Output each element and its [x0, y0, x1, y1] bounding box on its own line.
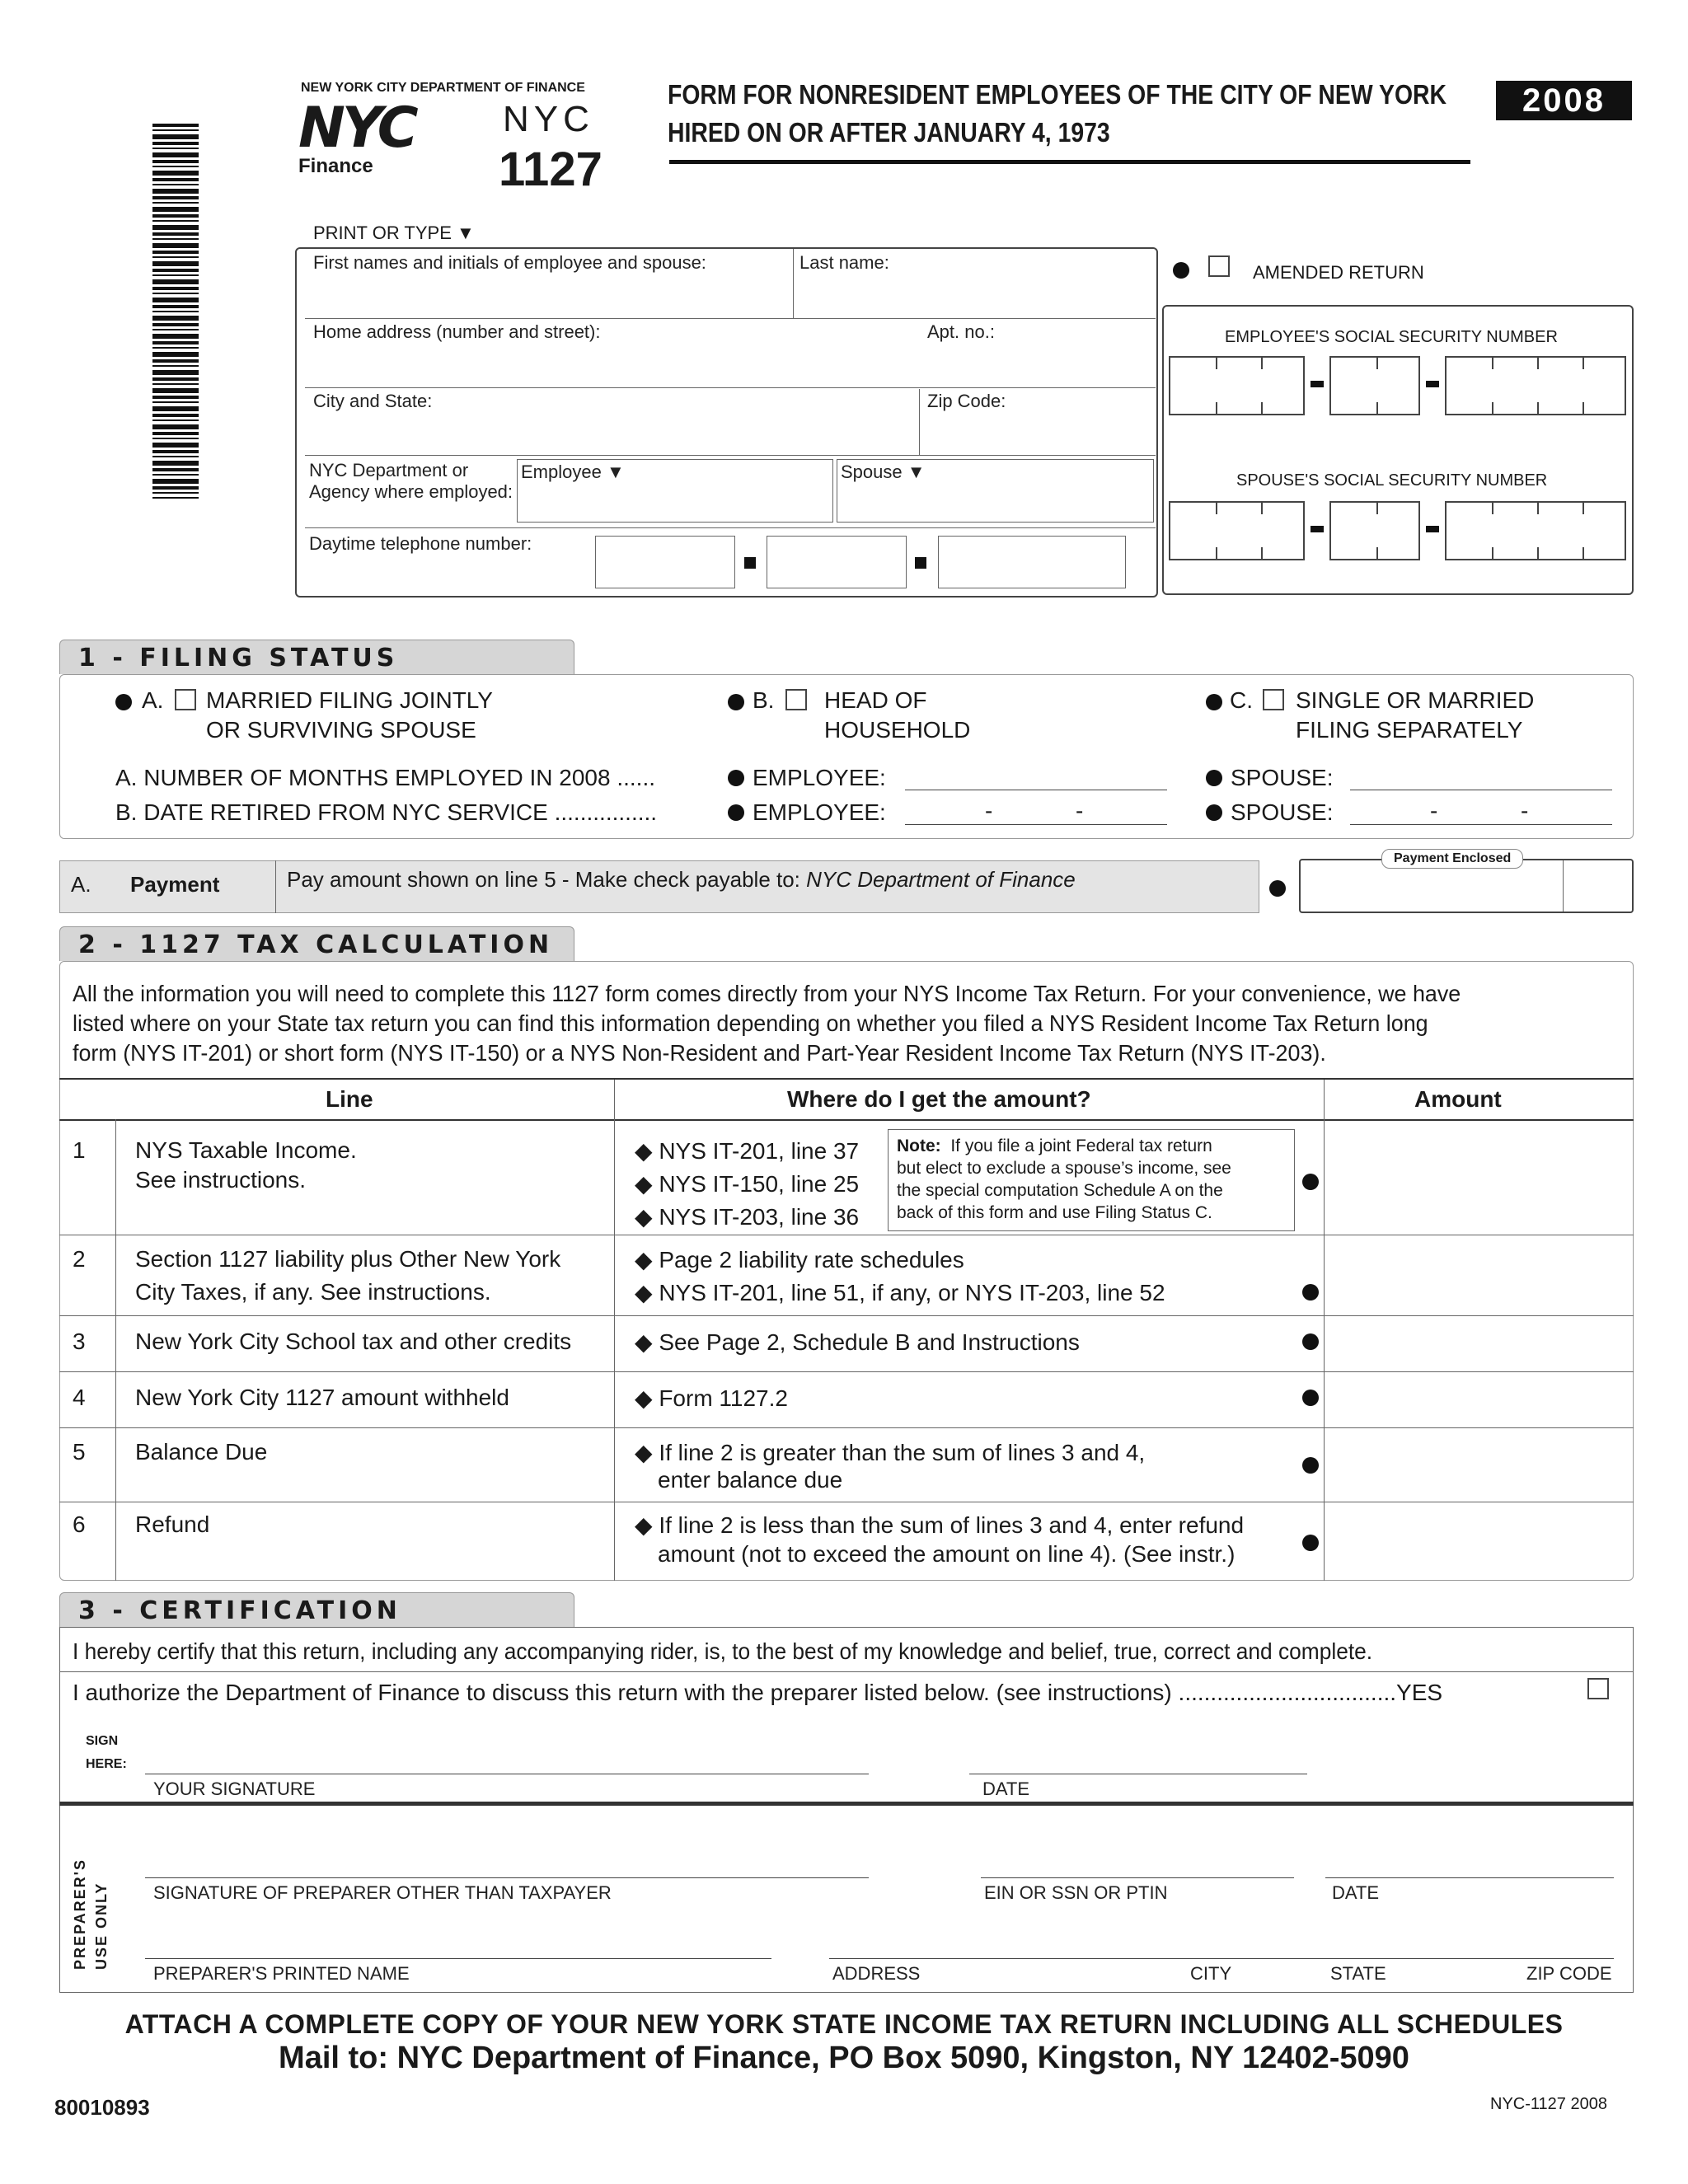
ssn-tick	[1261, 402, 1263, 414]
ssn-tick	[1216, 358, 1217, 369]
row3-num: 3	[73, 1329, 86, 1354]
preparer-date-label: DATE	[1332, 1882, 1380, 1903]
preparer-name-field[interactable]	[145, 1958, 771, 1959]
ein-field[interactable]	[981, 1877, 1294, 1878]
sign-here-1: SIGN	[86, 1734, 119, 1748]
option-a-line1: MARRIED FILING JOINTLY	[206, 687, 493, 713]
phone-area-code[interactable]	[595, 536, 735, 588]
nyc-logo: NYC	[298, 96, 415, 161]
payment-letter: A.	[71, 872, 91, 897]
spouse-ssn-part1[interactable]	[1169, 501, 1305, 560]
ssn-tick	[1376, 503, 1378, 514]
state-label: STATE	[1330, 1963, 1386, 1984]
employee-ssn-part3[interactable]	[1445, 356, 1626, 415]
ssn-tick	[1376, 402, 1378, 414]
row4-desc1: New York City 1127 amount withheld	[135, 1385, 509, 1410]
agency-label-2: Agency where employed:	[309, 481, 513, 502]
spouse-agency-label: Spouse ▼	[841, 462, 926, 482]
row1-where2: ◆ NYS IT-150, line 25	[635, 1171, 860, 1197]
zip-label: Zip Code:	[927, 391, 1006, 411]
intro-line2: listed where on your State tax return you can find this information depending on whether you filed a NYS Resident Income Tax Return long	[73, 1010, 1428, 1036]
first-names-field[interactable]	[307, 272, 789, 315]
barcode	[152, 124, 199, 499]
phone-label: Daytime telephone number:	[309, 533, 532, 554]
months-spouse-label: SPOUSE:	[1231, 765, 1334, 790]
row1-num: 1	[73, 1137, 86, 1163]
phone-exchange[interactable]	[767, 536, 907, 588]
col-line-header: Line	[326, 1086, 373, 1112]
retired-employee-label: EMPLOYEE:	[753, 799, 886, 825]
ssn-tick	[1376, 547, 1378, 559]
intro-line1: All the information you will need to complete this 1127 form comes directly from your NYS Income Tax Return. For your convenience, we have	[73, 981, 1461, 1006]
ssn-tick	[1537, 402, 1539, 414]
payment-enclosed-label: Payment Enclosed	[1381, 849, 1523, 869]
ssn-tick	[1261, 547, 1263, 559]
row1-amount[interactable]	[1327, 1122, 1630, 1231]
last-name-field[interactable]	[798, 272, 1152, 315]
preparer-vertical-label: PREPARER'S USE ONLY	[72, 1858, 110, 1970]
row2-num: 2	[73, 1246, 86, 1272]
ssn-tick	[1492, 402, 1493, 414]
ssn-tick	[1582, 402, 1584, 414]
preparer-address-field[interactable]	[829, 1958, 1614, 1959]
payment-label: Payment	[130, 872, 220, 897]
preparer-signature-label: SIGNATURE OF PREPARER OTHER THAN TAXPAYER	[153, 1882, 612, 1903]
row6-desc1: Refund	[135, 1511, 210, 1537]
option-b-line1: HEAD OF	[824, 687, 927, 713]
city-state-field[interactable]	[307, 412, 912, 452]
preparer-name-label: PREPARER'S PRINTED NAME	[153, 1963, 410, 1984]
row1-desc2: See instructions.	[135, 1167, 306, 1193]
option-a-line2: OR SURVIVING SPOUSE	[206, 717, 476, 743]
retired-employee-field[interactable]	[905, 824, 1167, 825]
option-c-checkbox[interactable]	[1263, 689, 1284, 710]
authorize-text: I authorize the Department of Finance to discuss this return with the preparer listed below. (see instructions) ..................................YES	[73, 1680, 1443, 1705]
zip-code-label: ZIP CODE	[1526, 1963, 1612, 1984]
months-employee-label: EMPLOYEE:	[753, 765, 886, 790]
home-address-label: Home address (number and street):	[313, 321, 601, 342]
row4-amount[interactable]	[1327, 1373, 1630, 1426]
row6-amount[interactable]	[1327, 1503, 1630, 1579]
ssn-tick	[1582, 358, 1584, 369]
row5-where2: enter balance due	[658, 1467, 843, 1493]
finance-logo-text: Finance	[298, 155, 373, 177]
department-name: NEW YORK CITY DEPARTMENT OF FINANCE	[301, 81, 585, 95]
row5-amount[interactable]	[1327, 1429, 1630, 1500]
employee-ssn-part2[interactable]	[1329, 356, 1420, 415]
option-b-line2: HOUSEHOLD	[824, 717, 971, 743]
amended-return-label: AMENDED RETURN	[1253, 262, 1424, 283]
row2-amount[interactable]	[1327, 1236, 1630, 1314]
date-retired-label: B. DATE RETIRED FROM NYC SERVICE ................	[115, 799, 658, 825]
amended-bullet	[1173, 262, 1189, 279]
form-number: 1127	[499, 143, 603, 196]
preparer-signature-field[interactable]	[145, 1877, 869, 1878]
title-underline	[669, 160, 1470, 164]
ssn-tick	[1261, 503, 1263, 514]
apt-field[interactable]	[923, 343, 1154, 384]
row2-desc1: Section 1127 liability plus Other New York	[135, 1246, 561, 1272]
spouse-ssn-part3[interactable]	[1445, 501, 1626, 560]
certification-header: 3 - CERTIFICATION	[59, 1592, 574, 1627]
option-b-letter: B.	[753, 687, 775, 713]
ssn-tick	[1492, 547, 1493, 559]
row6-where1: ◆ If line 2 is less than the sum of lines 3 and 4, enter refund	[635, 1512, 1245, 1538]
ssn-tick	[1537, 503, 1539, 514]
ssn-tick	[1537, 358, 1539, 369]
city-label: CITY	[1190, 1963, 1232, 1984]
intro-line3: form (NYS IT-201) or short form (NYS IT-150) or a NYS Non-Resident and Part-Year Resident Income Tax Return (NYS IT-203).	[73, 1040, 1326, 1066]
employee-ssn-label: EMPLOYEE'S SOCIAL SECURITY NUMBER	[1225, 328, 1558, 346]
ssn-tick	[1537, 547, 1539, 559]
print-or-type: PRINT OR TYPE ▼	[313, 223, 475, 243]
spouse-ssn-label: SPOUSE'S SOCIAL SECURITY NUMBER	[1236, 471, 1548, 490]
option-b-checkbox[interactable]	[785, 689, 807, 710]
spouse-ssn-part2[interactable]	[1329, 501, 1420, 560]
certify-text: I hereby certify that this return, including any accompanying rider, is, to the best of my knowledge and belief, true, correct and complete.	[73, 1638, 1373, 1664]
signature-date-label: DATE	[982, 1779, 1030, 1799]
row3-amount[interactable]	[1327, 1317, 1630, 1370]
row3-where1: ◆ See Page 2, Schedule B and Instructions	[635, 1329, 1080, 1355]
year-badge: 2008	[1496, 81, 1632, 120]
phone-number[interactable]	[938, 536, 1126, 588]
apt-label: Apt. no.:	[927, 321, 995, 342]
row4-num: 4	[73, 1385, 86, 1410]
option-a-checkbox[interactable]	[175, 689, 196, 710]
ssn-tick	[1216, 547, 1217, 559]
filing-status-header: 1 - FILING STATUS	[59, 640, 574, 674]
amended-return-checkbox[interactable]	[1208, 255, 1230, 277]
your-signature-label: YOUR SIGNATURE	[153, 1779, 316, 1799]
payment-text: Pay amount shown on line 5 - Make check payable to: NYC Department of Finance	[287, 867, 1076, 892]
retired-spouse-field[interactable]	[1350, 824, 1612, 825]
row1-where1: ◆ NYS IT-201, line 37	[635, 1138, 860, 1164]
ssn-tick	[1582, 503, 1584, 514]
ssn-tick	[1492, 358, 1493, 369]
mail-to: Mail to: NYC Department of Finance, PO Box 5090, Kingston, NY 12402-5090	[279, 2041, 1409, 2075]
form-title-line1: FORM FOR NONRESIDENT EMPLOYEES OF THE CITY OF NEW YORK	[668, 79, 1447, 110]
last-name-label: Last name:	[799, 252, 889, 273]
attach-text: ATTACH A COMPLETE COPY OF YOUR NEW YORK STATE INCOME TAX RETURN INCLUDING ALL SCHEDULES	[124, 2009, 1564, 2039]
ssn-tick	[1216, 402, 1217, 414]
row5-where1: ◆ If line 2 is greater than the sum of lines 3 and 4,	[635, 1440, 1146, 1465]
employee-ssn-part1[interactable]	[1169, 356, 1305, 415]
option-c-letter: C.	[1230, 687, 1253, 713]
form-title-line2: HIRED ON OR AFTER JANUARY 4, 1973	[668, 117, 1110, 148]
col-where-header: Where do I get the amount?	[787, 1086, 1091, 1112]
row5-desc1: Balance Due	[135, 1439, 268, 1465]
row2-where1: ◆ Page 2 liability rate schedules	[635, 1247, 964, 1272]
option-c-line2: FILING SEPARATELY	[1296, 717, 1523, 743]
ssn-tick	[1376, 358, 1378, 369]
ein-label: EIN OR SSN OR PTIN	[984, 1882, 1168, 1903]
form-code: 80010893	[54, 2095, 150, 2120]
row6-where2: amount (not to exceed the amount on line 4). (See instr.)	[658, 1541, 1236, 1567]
row5-num: 5	[73, 1439, 86, 1465]
form-id: NYC-1127 2008	[1490, 2095, 1607, 2113]
row6-num: 6	[73, 1511, 86, 1537]
months-employed-label: A. NUMBER OF MONTHS EMPLOYED IN 2008 ......	[115, 765, 656, 790]
ssn-tick	[1582, 547, 1584, 559]
home-address-field[interactable]	[307, 343, 917, 384]
first-names-label: First names and initials of employee and spouse:	[313, 252, 706, 273]
row1-where3: ◆ NYS IT-203, line 36	[635, 1204, 860, 1230]
address-label: ADDRESS	[832, 1963, 921, 1984]
option-c-line1: SINGLE OR MARRIED	[1296, 687, 1535, 713]
row1-desc1: NYS Taxable Income.	[135, 1137, 357, 1163]
ssn-tick	[1216, 503, 1217, 514]
sign-here-2: HERE:	[86, 1757, 127, 1771]
zip-field[interactable]	[923, 412, 1154, 452]
authorize-yes-checkbox[interactable]	[1587, 1678, 1609, 1699]
note-box: Note: If you file a joint Federal tax return but elect to exclude a spouse’s income, see the special computation Schedule A on the back of this form and use Filing Status C.	[888, 1129, 1295, 1231]
row2-desc2: City Taxes, if any. See instructions.	[135, 1279, 491, 1305]
row3-desc1: New York City School tax and other credits	[135, 1329, 572, 1354]
city-state-label: City and State:	[313, 391, 433, 411]
ssn-tick	[1492, 503, 1493, 514]
agency-label-1: NYC Department or	[309, 460, 469, 480]
employee-agency-label: Employee ▼	[521, 462, 625, 482]
row4-where1: ◆ Form 1127.2	[635, 1385, 788, 1411]
preparer-date-field[interactable]	[1325, 1877, 1614, 1878]
row2-where2: ◆ NYS IT-201, line 51, if any, or NYS IT-203, line 52	[635, 1280, 1165, 1305]
retired-spouse-label: SPOUSE:	[1231, 799, 1334, 825]
tax-calculation-header: 2 - 1127 TAX CALCULATION	[59, 926, 574, 961]
col-amount-header: Amount	[1414, 1086, 1502, 1112]
form-prefix: NYC	[503, 99, 594, 139]
ssn-tick	[1261, 358, 1263, 369]
option-a-letter: A.	[142, 687, 164, 713]
